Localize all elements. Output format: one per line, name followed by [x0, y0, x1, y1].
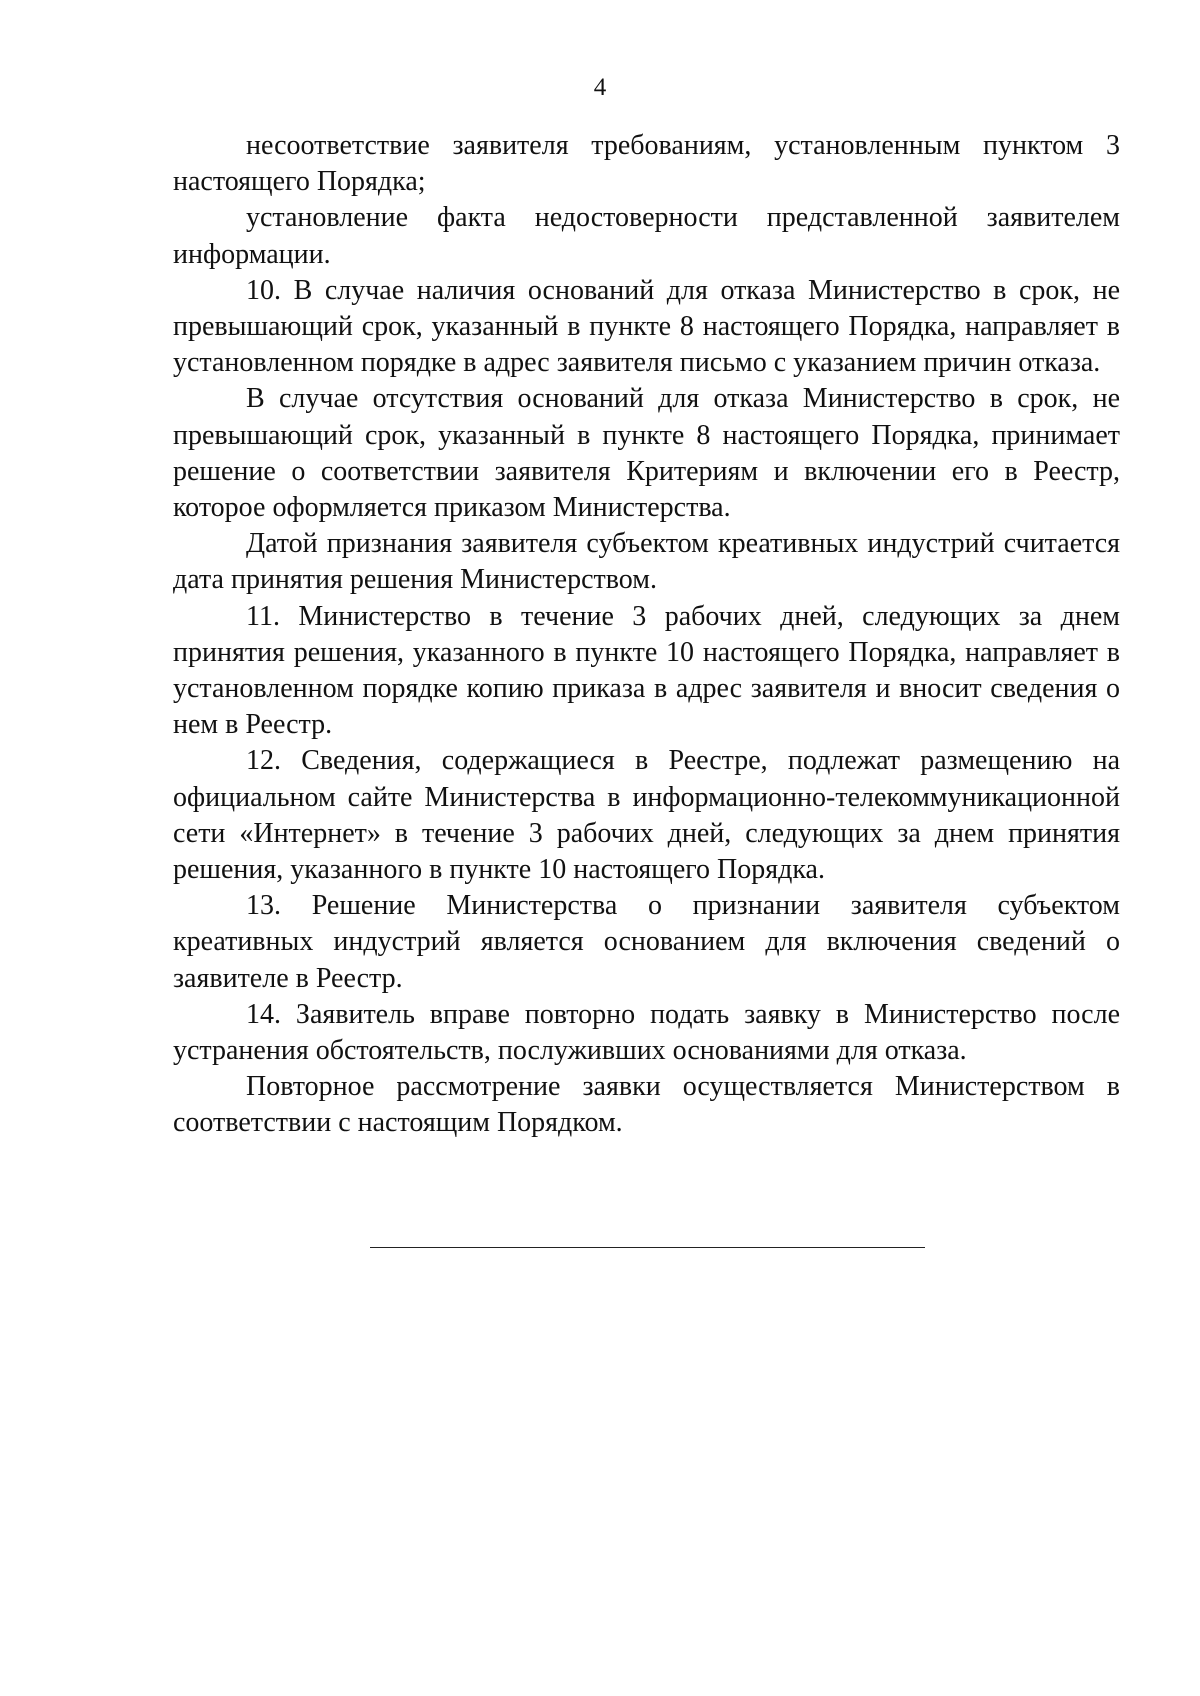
paragraph-noncompliance: несоответствие заявителя требованиям, установленным пунктом 3 настоящего Порядка; — [173, 130, 1120, 198]
paragraph-repeat-review: Повторное рассмотрение заявки осуществляется Министерством в соответствии с настоящим Порядком. — [173, 1071, 1120, 1139]
end-separator-line — [370, 1247, 925, 1248]
paragraph-false-information: установление факта недостоверности представленной заявителем информации. — [173, 202, 1120, 270]
paragraph-item-13: 13. Решение Министерства о признании заявителя субъектом креативных индустрий является основанием для включения сведений о заявителе в Реестр. — [173, 890, 1120, 994]
paragraph-recognition-date: Датой признания заявителя субъектом креативных индустрий считается дата принятия решения Министерством. — [173, 528, 1120, 596]
document-body — [173, 128, 1120, 1142]
paragraph-item-14: 14. Заявитель вправе повторно подать заявку в Министерство после устранения обстоятельств, послуживших основаниями для отказа. — [173, 998, 1120, 1067]
paragraph-no-grounds: В случае отсутствия оснований для отказа Министерство в срок, не превышающий срок, указанный в пункте 8 настоящего Порядка, принимает решение о соответствии заявителя Критериям и включении его в Реестр, которое оформляется приказом Министерства. — [173, 383, 1120, 524]
paragraph-item-11: 11. Министерство в течение 3 рабочих дней, следующих за днем принятия решения, указанного в пункте 10 настоящего Порядка, направляет в установленном порядке копию приказа в адрес заявителя и вносит сведения о нем в Реестр. — [173, 600, 1120, 741]
page-number: 4 — [593, 74, 607, 101]
paragraph-item-12: 12. Сведения, содержащиеся в Реестре, подлежат размещению на официальном сайте Министерства в информационно-телекоммуникационной сети «Интернет» в течение 3 рабочих дней, следующих за днем принятия решения, указанного в пункте 10 настоящего Порядка. — [173, 745, 1120, 886]
paragraph-item-10: 10. В случае наличия оснований для отказа Министерство в срок, не превышающий срок, указанный в пункте 8 настоящего Порядка, направляет в установленном порядке в адрес заявителя письмо с указанием причин отказа. — [173, 274, 1120, 379]
